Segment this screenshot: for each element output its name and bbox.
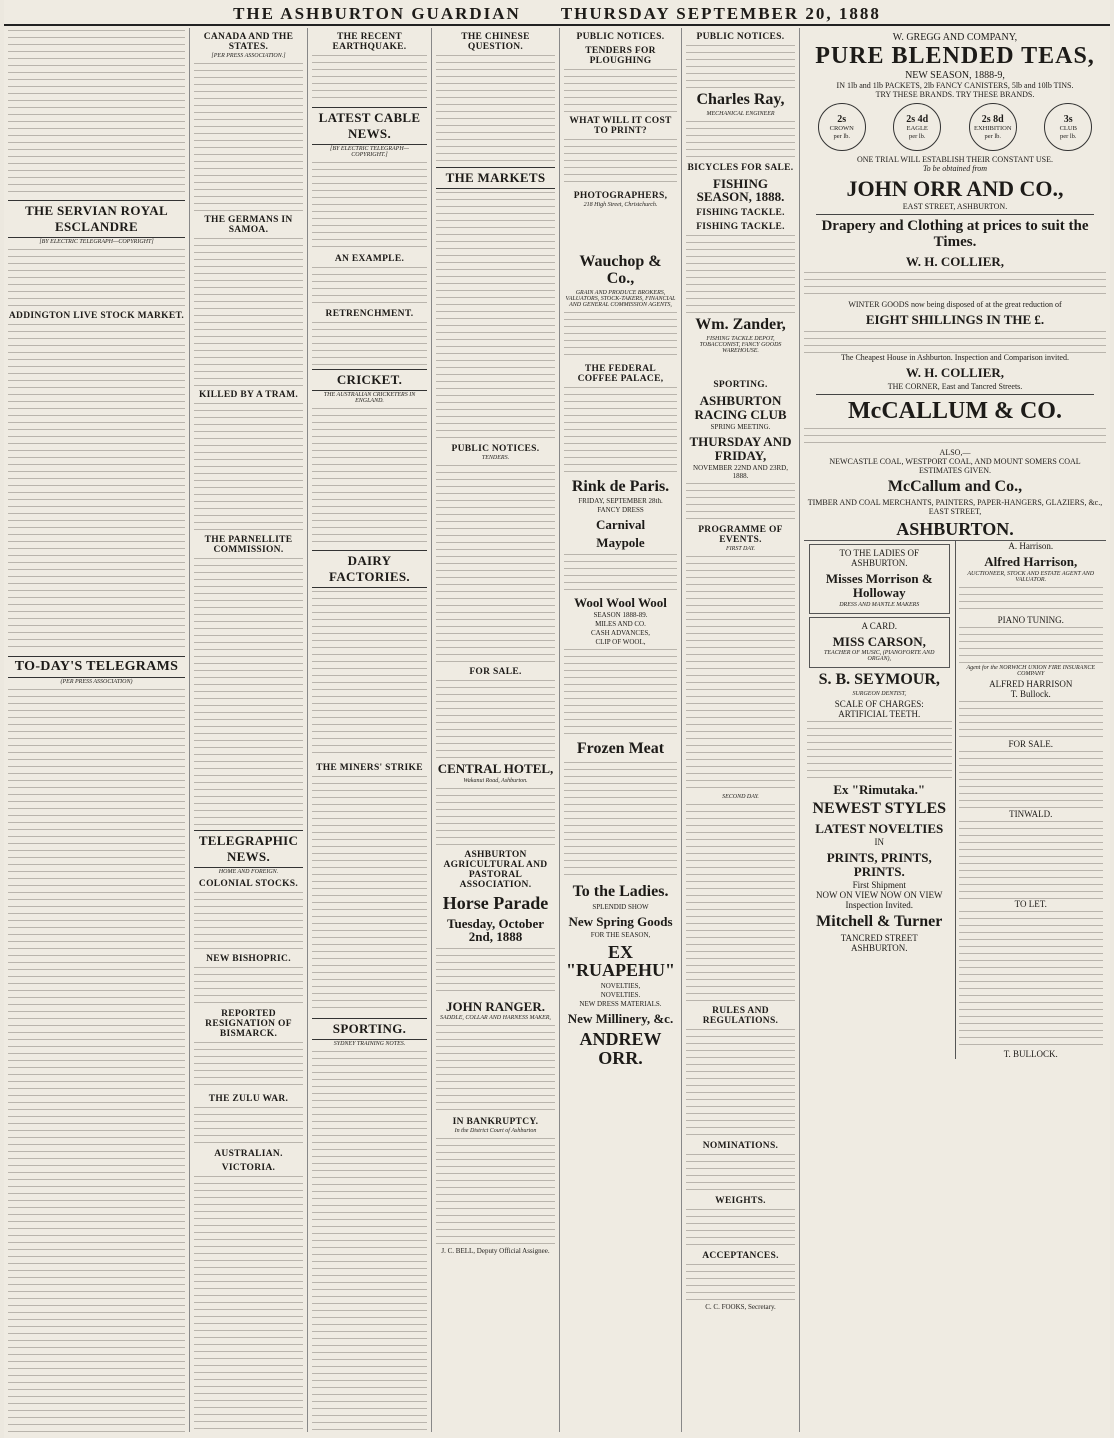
heading-dairy-factories: DAIRY FACTORIES. [312,550,427,588]
column-1: THE SERVIAN ROYAL ESCLANDRE [BY ELECTRIC TELEGRAPH—COPYRIGHT] ADDINGTON LIVE STOCK MARKET. TO-DAY'S TELEGRAMS (PER PRESS ASSOCIATION) [4,28,190,1432]
masthead-title: THE ASHBURTON GUARDIAN [233,4,521,23]
heading-earthquake: THE RECENT EARTHQUAKE. [332,32,407,52]
ad-horse-parade: Horse Parade [442,892,549,913]
ad-john-ranger: JOHN RANGER. [446,998,545,1014]
ad-morrison-holloway: Misses Morrison & Holloway [825,571,933,601]
heading-cricket: CRICKET. [312,369,427,391]
tea-seal-crown: 2s CROWN per lb. [818,103,866,151]
column-7-split [804,540,1106,1059]
ad-mccallum: McCALLUM & CO. [848,397,1062,424]
masthead-date: THURSDAY SEPTEMBER 20, 1888 [560,4,881,23]
ad-pure-blended-teas: PURE BLENDED TEAS, [815,43,1095,69]
heading-killed-tram: KILLED BY A TRAM. [198,390,299,400]
heading-addington: ADDINGTON LIVE STOCK MARKET. [8,311,185,321]
heading-miners-strike: THE MINERS' STRIKE [316,763,423,773]
newspaper-page [4,0,1110,1438]
ad-gregg: W. GREGG AND COMPANY, [892,32,1018,43]
heading-markets: THE MARKETS [436,167,555,189]
ad-drapery-clothing: Drapery and Clothing at prices to suit the Times. [821,218,1089,250]
ad-ex-rimutaka: Ex "Rimutaka." [833,782,926,798]
heading-canada: CANADA AND THE STATES. [203,32,294,52]
heading-parnellite: THE PARNELLITE COMMISSION. [204,535,293,555]
heading-chinese-question: THE CHINESE QUESTION. [461,32,530,52]
column-2: CANADA AND THE STATES. [PER PRESS ASSOCIATION.] THE GERMANS IN SAMOA. KILLED BY A TRAM. THE PARNELLITE COMMISSION. TELEGRAPHIC NEWS. HOME AND FOREIGN. COLONIAL STOCKS. NEW BISHOPRIC. REPORTED RESIGNATION OF BISMARCK. THE ZULU WAR. AUSTRALIAN. VICTORIA. [190,28,308,1432]
ad-to-the-ladies: To the Ladies. [572,883,669,901]
ad-charles-ray: Charles Ray, [696,91,785,108]
column-7-left: TO THE LADIES OF ASHBURTON. Misses Morrison & Holloway DRESS AND MANTLE MAKERS A CARD. MISS CARSON, TEACHER OF MUSIC, (PIANOFORTE AND ORGAN), S. B. SEYMOUR, SURGEON DENTIST, SCALE OF CHARGES: ARTIFICIAL TEETH. Ex "Rimutaka." NEWEST STYLES LATEST NOVELTIES IN PRINTS, PRINTS, PRINTS. First Shipment NOW ON VIEW NOW ON VIEW Inspection Invited. Mitchell & Turner TANCRED STREET ASHBURTON. [804,541,956,1059]
heading-latest-cable-news: LATEST CABLE NEWS. [312,107,427,145]
ad-seymour: S. B. SEYMOUR, [818,671,940,689]
heading-servian: THE SERVIAN ROYAL ESCLANDRE [8,200,185,238]
ad-alfred-harrison: Alfred Harrison, [984,554,1078,570]
ad-frozen-meat: Frozen Meat [576,740,665,758]
ad-central-hotel: CENTRAL HOTEL, [437,761,554,776]
column-7-right: A. Harrison. Alfred Harrison, AUCTIONEER, STOCK AND ESTATE AGENT AND VALUATOR. PIANO TUNING. Agent for the NORWICH UNION FIRE INSURANCE COMPANY ALFRED HARRISON T. Bullock. FOR SALE. TINWALD. TO LET. T. BULLOCK. [956,541,1107,1059]
tea-seal-eagle: 2s 4d EAGLE per lb. [893,103,941,151]
ad-rink-de-paris: Rink de Paris. [571,477,670,495]
column-6: PUBLIC NOTICES. Charles Ray, MECHANICAL ENGINEER BICYCLES FOR SALE. FISHING SEASON, 1888. FISHING TACKLE. FISHING TACKLE. Wm. Zander, FISHING TACKLE DEPOT, TOBACCONIST, FANCY GOODS WAREHOUSE. SPORTING. ASHBURTON RACING CLUB SPRING MEETING. THURSDAY AND FRIDAY, NOVEMBER 22ND AND 23RD, 1888. PROGRAMME OF EVENTS. FIRST DAY. SECOND DAY. RULES AND REGULATIONS. NOMINATIONS. WEIGHTS. ACCEPTANCES. C. C. FOOKS, Secretary. [682,28,800,1432]
tea-seal-club: 3s CLUB per lb. [1044,103,1092,151]
ad-mitchell-turner: Mitchell & Turner [816,913,943,931]
heading-todays-telegrams: TO-DAY'S TELEGRAMS [8,656,185,678]
column-5: PUBLIC NOTICES. TENDERS FOR PLOUGHING WHAT WILL IT COST TO PRINT? PHOTOGRAPHERS, 218 High Street, Christchurch. Wauchop & Co., GRAIN AND PRODUCE BROKERS, VALUATORS, STOCK-TAKERS, FINANCIAL AND GENERAL COMMISSION AGENTS, THE FEDERAL COFFEE PALACE, Rink de Paris. FRIDAY, SEPTEMBER 28th. FANCY DRESS Carnival Maypole Wool Wool Wool SEASON 1888-89. MILES AND CO. CASH ADVANCES, CLIP OF WOOL, Frozen Meat To the Ladies. SPLENDID SHOW New Spring Goods FOR THE SEASON, EX "RUAPEHU" NOVELTIES, NOVELTIES. NEW DRESS MATERIALS. New Millinery, &c. ANDREW ORR. [560,28,682,1432]
heading-germans-samoa: THE GERMANS IN SAMOA. [204,215,293,235]
heading-sporting: SPORTING. [312,1018,427,1040]
tea-seal-exhibition: 2s 8d EXHIBITION per lb. [969,103,1017,151]
ad-wool: Wool Wool Wool [574,594,667,610]
column-4: THE CHINESE QUESTION. THE MARKETS PUBLIC NOTICES. TENDERS. FOR SALE. CENTRAL HOTEL, Wakanui Road, Ashburton. ASHBURTON AGRICULTURAL AND PASTORAL ASSOCIATION. Horse Parade Tuesday, October 2nd, 1888 JOHN RANGER. SADDLE, COLLAR AND HARNESS MAKER, IN BANKRUPTCY. In the District Court of Ashburton J. C. BELL, Deputy Official Assignee. [432,28,560,1432]
ad-racing-club: ASHBURTON RACING CLUB [694,392,787,422]
ad-wauchop: Wauchop & Co., [579,253,662,287]
ad-miss-carson: MISS CARSON, [832,633,926,649]
heading-telegraphic-news: TELEGRAPHIC NEWS. [194,830,303,868]
ad-wm-zander: Wm. Zander, [695,316,786,334]
masthead [4,0,1110,26]
tea-brand-seals [804,103,1106,151]
column-3: THE RECENT EARTHQUAKE. LATEST CABLE NEWS. [BY ELECTRIC TELEGRAPH—COPYRIGHT.] AN EXAMPLE. RETRENCHMENT. CRICKET. THE AUSTRALIAN CRICKETERS IN ENGLAND. DAIRY FACTORIES. THE MINERS' STRIKE SPORTING. SYDNEY TRAINING NOTES. [308,28,432,1432]
column-7: W. GREGG AND COMPANY, PURE BLENDED TEAS, NEW SEASON, 1888-9, IN 1lb and 1lb PACKETS, 2lb FANCY CANISTERS, 5lb and 10lb TINS. TRY THESE BRANDS. TRY THESE BRANDS. 2s CROWN per lb. 2s 4d EAGLE per lb. 2s 8d EXHIBITION per lb. 3s CLUB per lb. ONE TRIAL WILL ESTABLISH THEIR CONSTANT USE. To be obtained from JOHN ORR AND CO., EAST STREET, ASHBURTON. Drapery and Clothing at prices to suit the Times. W. H. COLLIER, WINTER GOODS now being disposed of at the great reduction of EIGHT SHILLINGS IN THE £. The Cheapest House in Ashburton. Inspection and Comparison invited. W. H. COLLIER, THE CORNER, East and Tancred Streets. McCALLUM & CO. ALSO,— NEWCASTLE COAL, WESTPORT COAL, AND MOUNT SOMERS COAL ESTIMATES GIVEN. McCallum and Co., TIMBER AND COAL MERCHANTS, PAINTERS, PAPER-HANGERS, GLAZIERS, &c., EAST STREET, ASHBURTON. TO THE LADIES OF ASHBURTON. Misses Morrison & Holloway DRESS AND MANTLE MAKERS A CARD. MISS CARSON, TEACHER OF MUSIC, (PIANOFORTE AND ORGAN), S. B. SEYMOUR, SURGEON DENTIST, SCALE OF CHARGES: ARTIFICIAL TEETH. Ex "Rimutaka." NEWEST STYLES LATEST NOVELTIES IN PRINTS, PRINTS, PRINTS. First Shipment NOW ON VIEW NOW ON VIEW Inspection Invited. Mitchell & Turner TANCRED STREET ASHBURTON. A. Harrison. Alfred Harrison, AUCTIONEER, STOCK AND ESTATE AGENT AND VALUATOR. PIANO TUNING. Agent for the NORWICH UNION FIRE INSURANCE COMPANY ALFRED HARRISON T. Bullock. FOR SALE. TINWALD. TO LET. T. BULLOCK. [800,28,1110,1432]
